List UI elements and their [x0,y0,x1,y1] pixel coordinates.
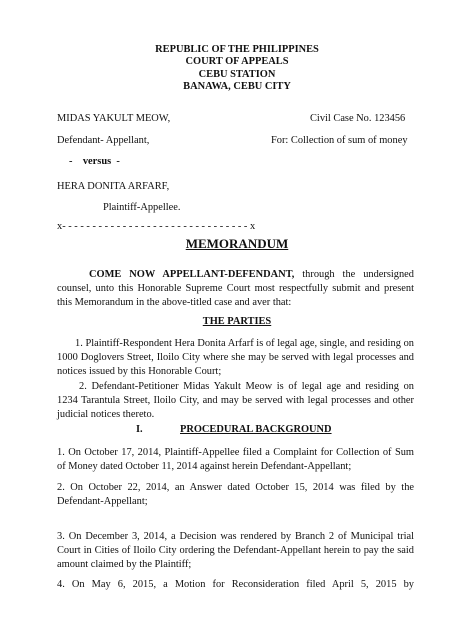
section-number: I. [136,424,143,435]
court-header [0,44,474,94]
intro-bold: COME NOW APPELLANT-DEFENDANT, [89,269,295,280]
header-republic: REPUBLIC OF THE PHILIPPINES [155,44,319,55]
party1-role: Defendant- Appellant, [57,135,150,146]
intro-paragraph [57,268,414,311]
procedural-paragraph-1: 1. On October 17, 2014, Plaintiff-Appellee filed a Complaint for Collection of Sum of Money dated October 11, 2014 against herein Defendant-Appellant; [57,447,414,473]
party1-name: MIDAS YAKULT MEOW, [57,113,171,124]
case-number: Civil Case No. 123456 [310,113,406,124]
caption-separator: x- - - - - - - - - - - - - - - - - - - - - - - - - - - - - - - x [57,221,256,232]
procedural-heading: PROCEDURAL BACKGROUND [180,424,332,435]
case-subject: For: Collection of sum of money [271,135,408,146]
header-address: BANAWA, CEBU CITY [183,81,291,93]
procedural-paragraph-3: 3. On December 3, 2014, a Decision was rendered by Branch 2 of Municipal trial Court in Cities of Iloilo City ordering the Defendant-Appellant herein to pay the said amount claimed by the Plaintiff; [57,531,414,571]
header-court: COURT OF APPEALS [185,56,289,68]
procedural-paragraph-4: 4. On May 6, 2015, a Motion for Reconsideration filed April 5, 2015 by [57,579,414,590]
party2-role: Plaintiff-Appellee. [103,202,181,213]
intro-text: through the undersigned counsel, unto this Honorable Supreme Court most respectfully submit and present this Memorandum in the above-titled case and aver that: [57,269,414,309]
header-station: CEBU STATION [198,68,276,80]
parties-paragraph-1: 1. Plaintiff-Respondent Hera Donita Arfarf is of legal age, single, and residing on 1000 Doglovers Street, Iloilo City where she may be served with legal processes and notices issued by this Honorable Court; [57,338,414,378]
procedural-paragraph-2: 2. On October 22, 2014, an Answer dated October 15, 2014 was filed by the Defendant-Appellant; [57,482,414,508]
parties-heading: THE PARTIES [202,316,272,327]
memorandum-title: MEMORANDUM [185,236,289,251]
party2-name: HERA DONITA ARFARF, [57,181,170,192]
parties-paragraph-2: 2. Defendant-Petitioner Midas Yakult Meow is of legal age and residing on 1234 Tarantula Street, Iloilo City, and may be served with legal processes and other judicial notices thereto. [57,381,414,421]
versus-label: - versus - [69,156,120,167]
